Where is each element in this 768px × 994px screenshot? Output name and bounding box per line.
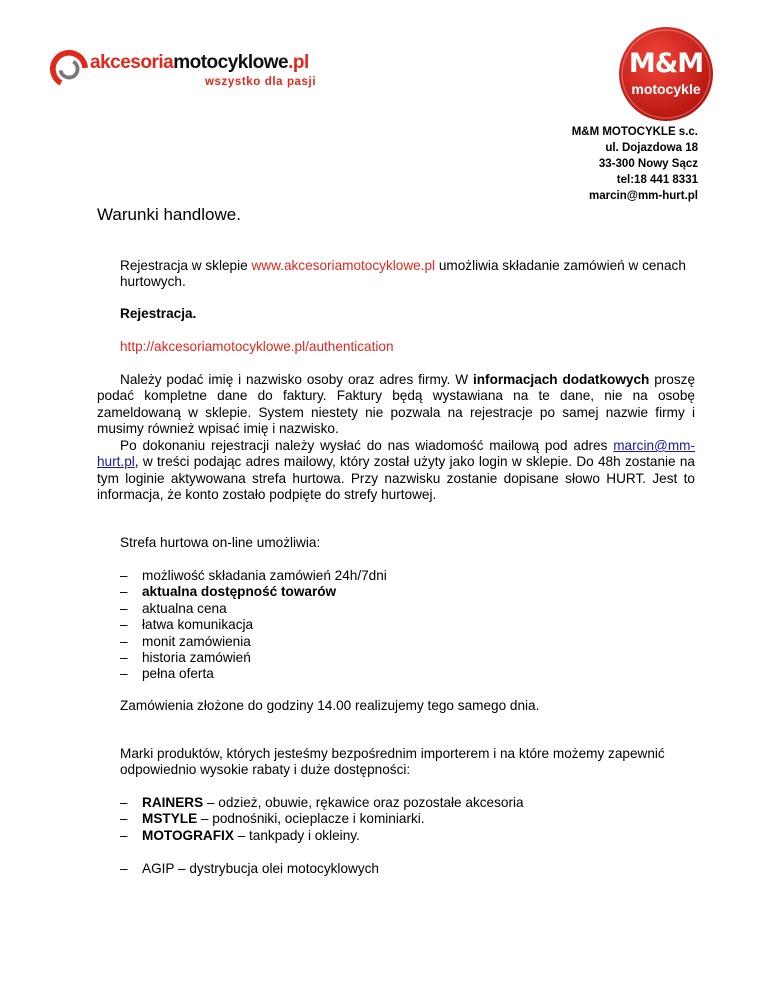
list-item: – aktualna cena [120, 600, 227, 616]
address-phone: tel:18 441 8331 [616, 174, 698, 186]
list-item: – możliwość składania zamówień 24h/7dni [120, 568, 387, 583]
wholesale-features-list [120, 568, 387, 683]
brands-list [120, 795, 524, 844]
address-city: 33-300 Nowy Sącz [598, 158, 698, 170]
shop-link[interactable]: www.akcesoriamotocyklowe.pl [251, 258, 436, 273]
logo-tagline: wszystko dla pasji [205, 76, 317, 88]
brand-item: – MOTOGRAFIX – tankpady i okleiny. [120, 827, 360, 843]
intro-paragraph: Rejestracja w sklepie www.akcesoriamotocyklowe.pl umożliwia składanie zamówień w cenach hurtowych. [120, 258, 686, 290]
badge-main-text: M&M [628, 48, 704, 79]
address-company: M&M MOTOCYKLE s.c. [571, 126, 698, 138]
registration-url-link[interactable]: http://akcesoriamotocyklowe.pl/authentication [120, 339, 394, 354]
list-item: – pełna oferta [120, 666, 214, 682]
mm-motocykle-badge [618, 26, 714, 122]
registration-heading: Rejestracja. [120, 306, 197, 321]
agip-list [120, 861, 379, 877]
address-email: marcin@mm-hurt.pl [589, 190, 698, 202]
brand-item: – MSTYLE – podnośniki, ocieplacze i kominiarki. [120, 811, 425, 827]
registration-paragraph-2: Po dokonaniu rejestracji należy wysłać do nas wiadomość mailową pod adres marcin@mm-hurt.pl, w treści podając adres mailowy, który został użyty jako login w sklepie. Do 48h zostanie na tym loginie aktywowana strefa hurtowa. Przy nazwisku zostanie dopisane słowo HURT. Jest to informacja, że konto zostało podpięte do strefy hurtowej. [97, 438, 695, 503]
list-item: – aktualna dostępność towarów [120, 584, 337, 600]
company-address [572, 124, 698, 204]
brands-intro: Marki produktów, których jesteśmy bezpośrednim importerem i na które możemy zapewnić odpowiednio wysokie rabaty i duże dostępności: [120, 746, 665, 778]
logo-brand-text: akcesoriamotocyklowe.pl [90, 52, 309, 73]
list-item: – łatwa komunikacja [120, 617, 254, 633]
address-street: ul. Dojazdowa 18 [605, 142, 698, 154]
wholesale-heading: Strefa hurtowa on-line umożliwia: [120, 535, 321, 550]
brand-item: – RAINERS – odzież, obuwie, rękawice oraz pozostałe akcesoria [120, 795, 524, 810]
registration-paragraph-1: Należy podać imię i nazwisko osoby oraz adres firmy. W informacjach dodatkowych proszę podać kompletne dane do faktury. Faktury będą wystawiana na te dane, nie na osobę zameldowaną w sklepie. System niestety nie pozwala na rejestracje po samej nazwie firmy i musimy również wpisać imię i nazwisko. [97, 372, 696, 437]
list-item: – historia zamówień [120, 650, 251, 666]
brand-item-agip: – AGIP – dystrybucja olei motocyklowych [120, 861, 379, 876]
badge-sub-text: motocykle [631, 81, 701, 97]
orders-note: Zamówienia złożone do godziny 14.00 realizujemy tego samego dnia. [120, 698, 540, 713]
swirl-logo-icon [50, 50, 88, 88]
company-logo [50, 48, 370, 96]
page-title: Warunki handlowe. [97, 205, 241, 224]
email-link[interactable]: marcin@mm-hurt.pl [97, 438, 695, 470]
list-item: – monit zamówienia [120, 633, 251, 649]
